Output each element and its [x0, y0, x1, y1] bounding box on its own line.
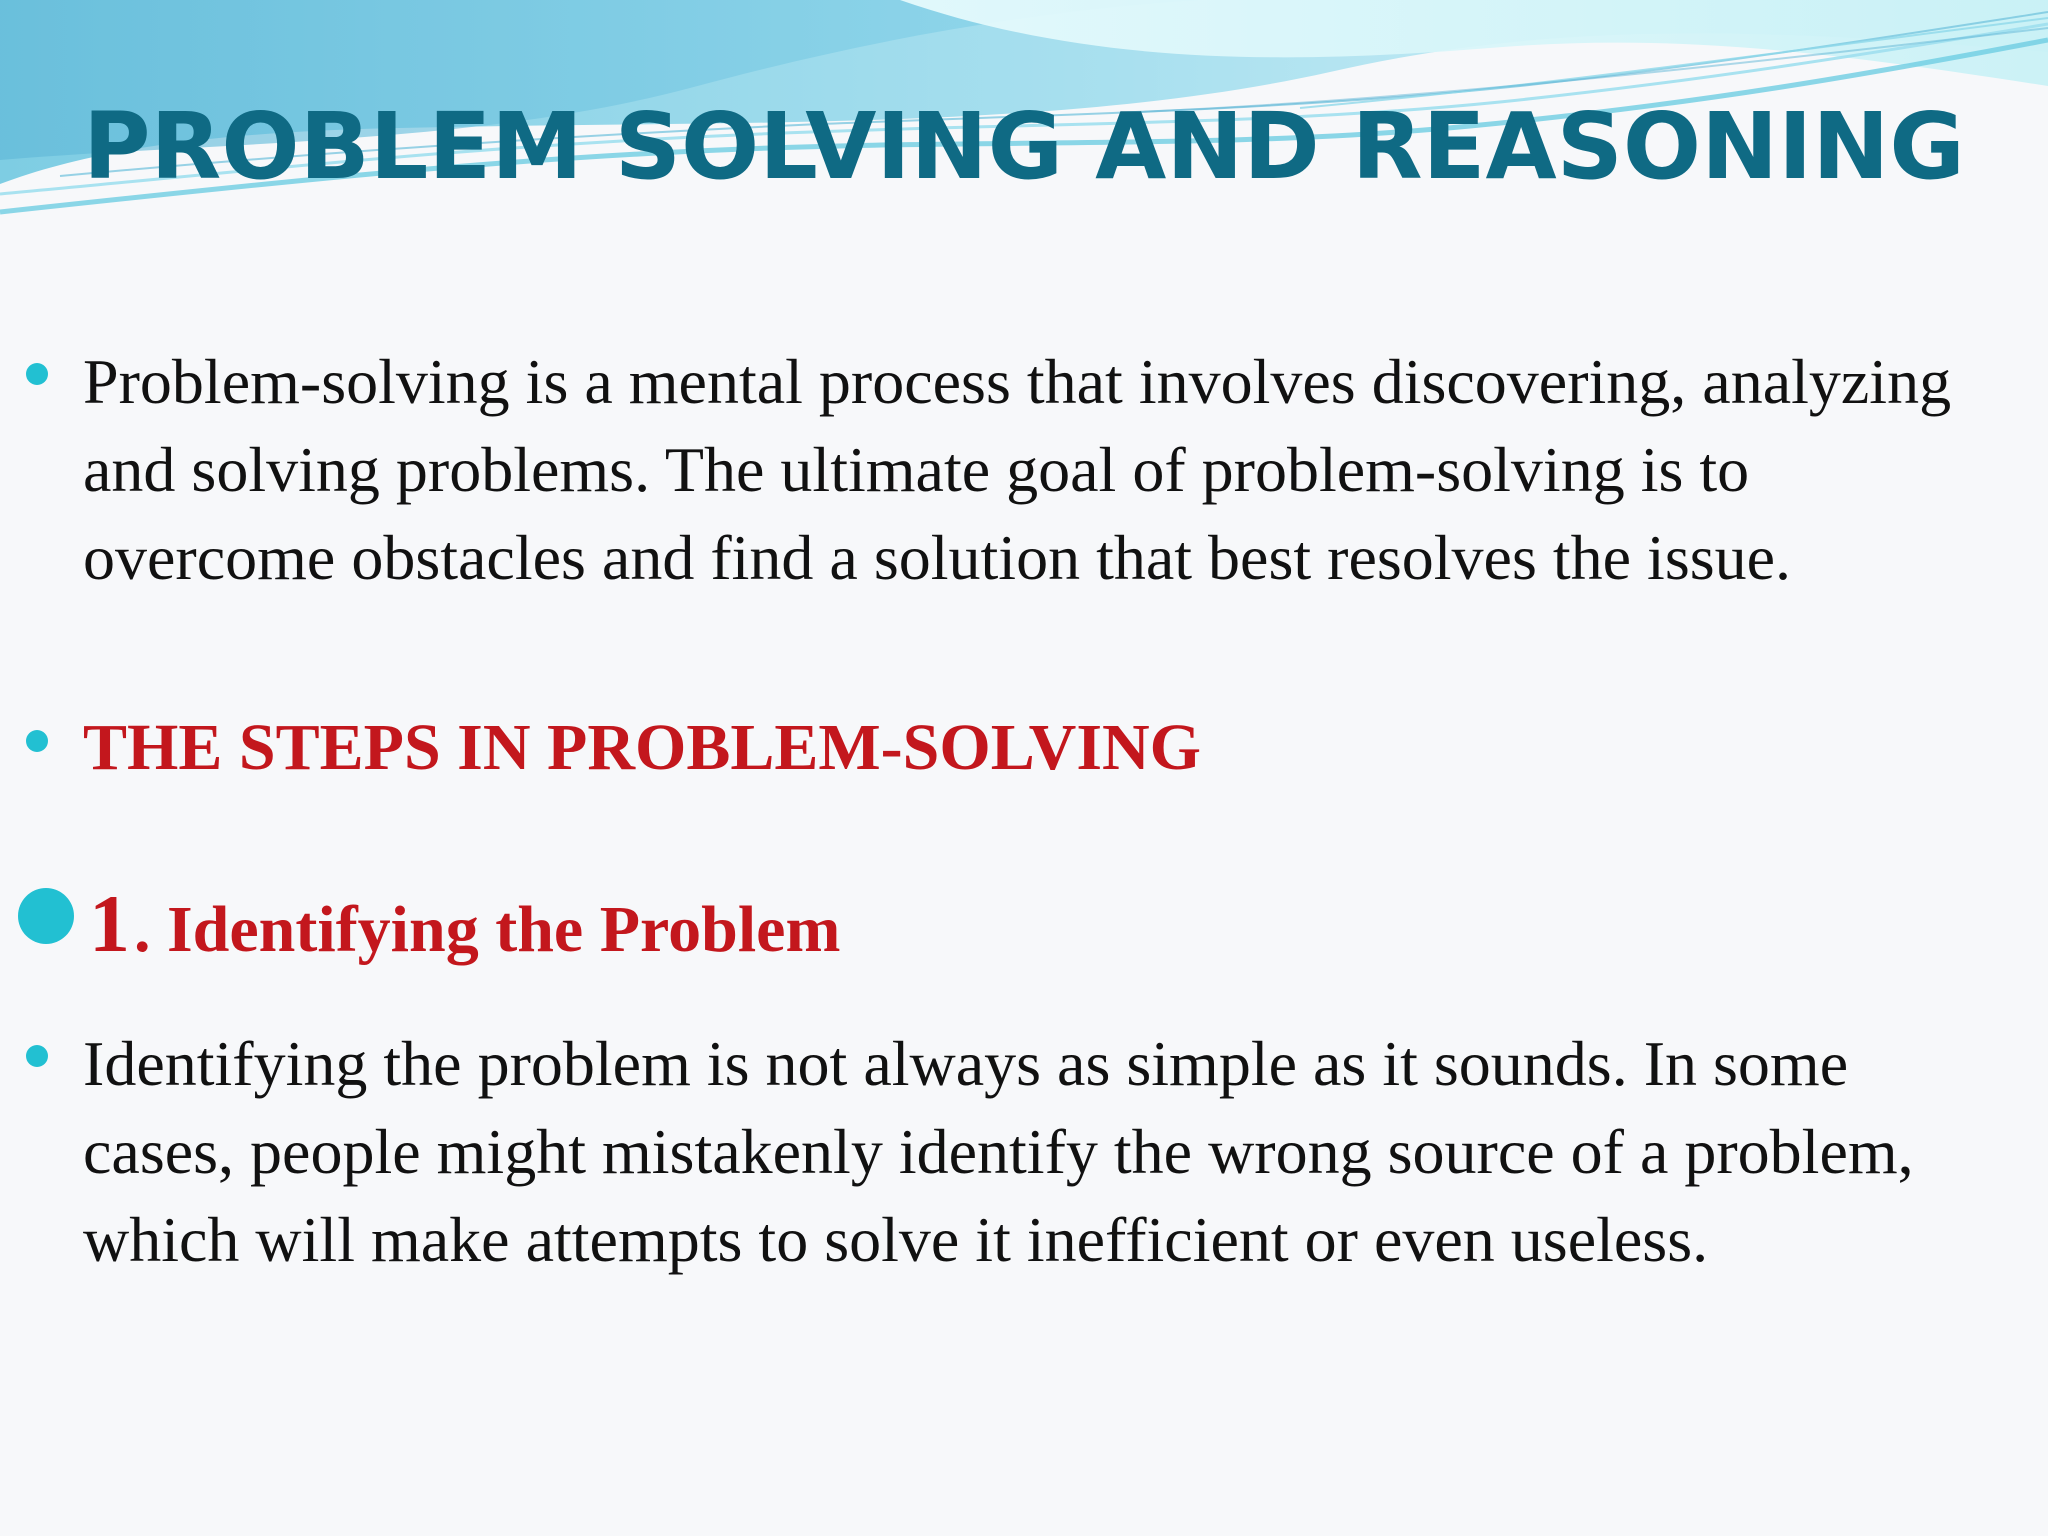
bullet-icon — [18, 888, 74, 944]
step-heading — [89, 869, 2009, 985]
bullet-text: THE STEPS IN PROBLEM-SOLVING — [83, 711, 1202, 784]
bullet-text: Problem-solving is a mental process that involves discovering, analyzing and solving problems. The ultimate goal of problem-solving is to overcome obstacles and find a solution that best resolves the issue. — [83, 346, 1952, 593]
step-number: 1 — [89, 878, 130, 969]
slide-title: PROBLEM SOLVING AND REASONING — [83, 93, 1965, 200]
bullet-text: Identifying the problem is not always as simple as it sounds. In some cases, people might mistakenly identify the wrong source of a problem, which will make attempts to solve it inefficient or even useless. — [83, 1028, 1914, 1275]
bullet-icon — [26, 363, 48, 385]
step-title: . Identifying the Problem — [134, 893, 841, 966]
bullet-icon — [26, 730, 48, 752]
bullet-icon — [26, 1045, 48, 1067]
